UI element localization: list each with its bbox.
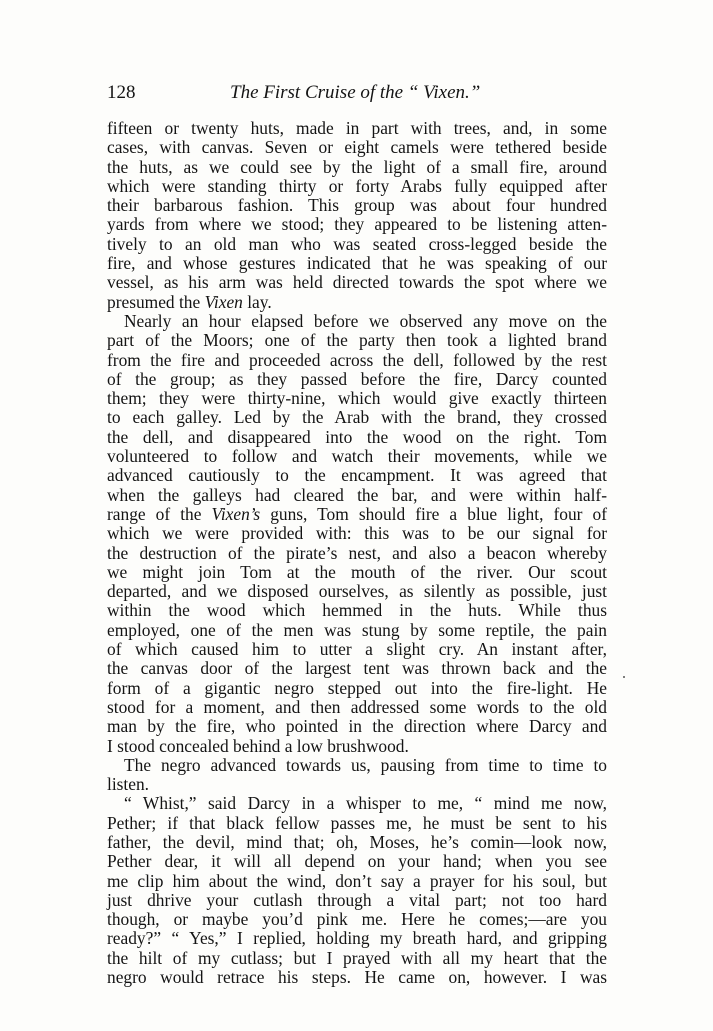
text-line: listen. bbox=[107, 774, 150, 795]
text-line: man by the fire, who pointed in the direction where Darcy and bbox=[107, 716, 607, 737]
text-line bbox=[107, 505, 607, 524]
ink-speck bbox=[623, 676, 625, 678]
text-line: them; they were thirty-nine, which would give exactly thirteen bbox=[107, 388, 607, 409]
text-line: yards from where we stood; they appeared to be listening atten- bbox=[107, 214, 607, 235]
text-line: their barbarous fashion. This group was about four hundred bbox=[107, 195, 607, 216]
text-line: advanced cautiously to the encampment. It was agreed that bbox=[107, 465, 607, 486]
text-line: though, or maybe you’d pink me. Here he comes;—are you bbox=[107, 909, 607, 930]
ship-name-italic: Vixen bbox=[204, 291, 243, 312]
text-line: the dell, and disappeared into the wood on the right. Tom bbox=[107, 426, 607, 447]
text-line: I stood concealed behind a low brushwood. bbox=[107, 735, 409, 756]
body-text bbox=[107, 119, 607, 987]
text-line: when the galleys had cleared the bar, and were within half- bbox=[107, 484, 607, 505]
text-line: within the wood which hemmed in the huts. While thus bbox=[107, 600, 607, 621]
text-fragment: presumed the bbox=[107, 291, 205, 312]
running-title: The First Cruise of the “ Vixen.” bbox=[230, 82, 481, 103]
text-line: which were standing thirty or forty Arabs fully equipped after bbox=[107, 175, 607, 196]
text-line: form of a gigantic negro stepped out into the fire-light. He bbox=[107, 677, 607, 698]
text-line: “ Whist,” said Darcy in a whisper to me, “ mind me now, bbox=[124, 793, 607, 814]
text-line: negro would retrace his steps. He came on, however. I was bbox=[107, 967, 607, 988]
text-line: father, the devil, mind that; oh, Moses, he’s comin—look now, bbox=[107, 831, 607, 852]
text-line: the huts, as we could see by the light of a small fire, around bbox=[107, 156, 607, 177]
text-line: cases, with canvas. Seven or eight camels were tethered beside bbox=[107, 137, 607, 158]
text-fragment: lay. bbox=[242, 291, 272, 312]
text-line: from the fire and proceeded across the dell, followed by the rest bbox=[107, 349, 607, 370]
text-fragment: guns, Tom should fire a blue light, four of bbox=[260, 503, 607, 524]
text-line: me clip him about the wind, don’t say a prayer for his soul, but bbox=[107, 870, 607, 891]
text-line: Pether dear, it will all depend on your hand; when you see bbox=[107, 851, 607, 872]
text-line bbox=[107, 293, 607, 312]
ship-name-italic: Vixen’s bbox=[211, 503, 261, 524]
text-line: stood for a moment, and then addressed some words to the old bbox=[107, 696, 607, 717]
text-fragment: range of the bbox=[107, 503, 212, 524]
text-line: the canvas door of the largest tent was thrown back and the bbox=[107, 658, 607, 679]
text-line: Nearly an hour elapsed before we observed any move on the bbox=[124, 310, 607, 331]
text-line: the hilt of my cutlass; but I prayed with all my heart that the bbox=[107, 947, 607, 968]
text-line: ready?” “ Yes,” I replied, holding my breath hard, and gripping bbox=[107, 928, 607, 949]
page-number: 128 bbox=[107, 82, 136, 103]
text-line: part of the Moors; one of the party then took a lighted brand bbox=[107, 330, 607, 351]
text-line: departed, and we disposed ourselves, as silently as possible, just bbox=[107, 581, 607, 602]
text-line: vessel, as his arm was held directed towards the spot where we bbox=[107, 272, 607, 293]
text-line: Pether; if that black fellow passes me, he must be sent to his bbox=[107, 812, 607, 833]
text-line: we might join Tom at the mouth of the river. Our scout bbox=[107, 561, 607, 582]
running-head bbox=[107, 82, 607, 106]
text-line: volunteered to follow and watch their movements, while we bbox=[107, 446, 607, 467]
text-line: of the group; as they passed before the fire, Darcy counted bbox=[107, 368, 607, 389]
text-line: to each galley. Led by the Arab with the brand, they crossed bbox=[107, 407, 607, 428]
text-line: fire, and whose gestures indicated that he was speaking of our bbox=[107, 253, 607, 274]
text-line: employed, one of the men was stung by some reptile, the pain bbox=[107, 619, 607, 640]
text-line: of which caused him to utter a slight cry. An instant after, bbox=[107, 639, 607, 660]
text-line: tively to an old man who was seated cross-legged beside the bbox=[107, 233, 607, 254]
text-line: which we were provided with: this was to be our signal for bbox=[107, 523, 607, 544]
text-line: the destruction of the pirate’s nest, and also a beacon whereby bbox=[107, 542, 607, 563]
text-line: just dhrive your cutlash through a vital part; not too hard bbox=[107, 889, 607, 910]
text-line: The negro advanced towards us, pausing from time to time to bbox=[124, 754, 607, 775]
text-line: fifteen or twenty huts, made in part with trees, and, in some bbox=[107, 118, 607, 138]
